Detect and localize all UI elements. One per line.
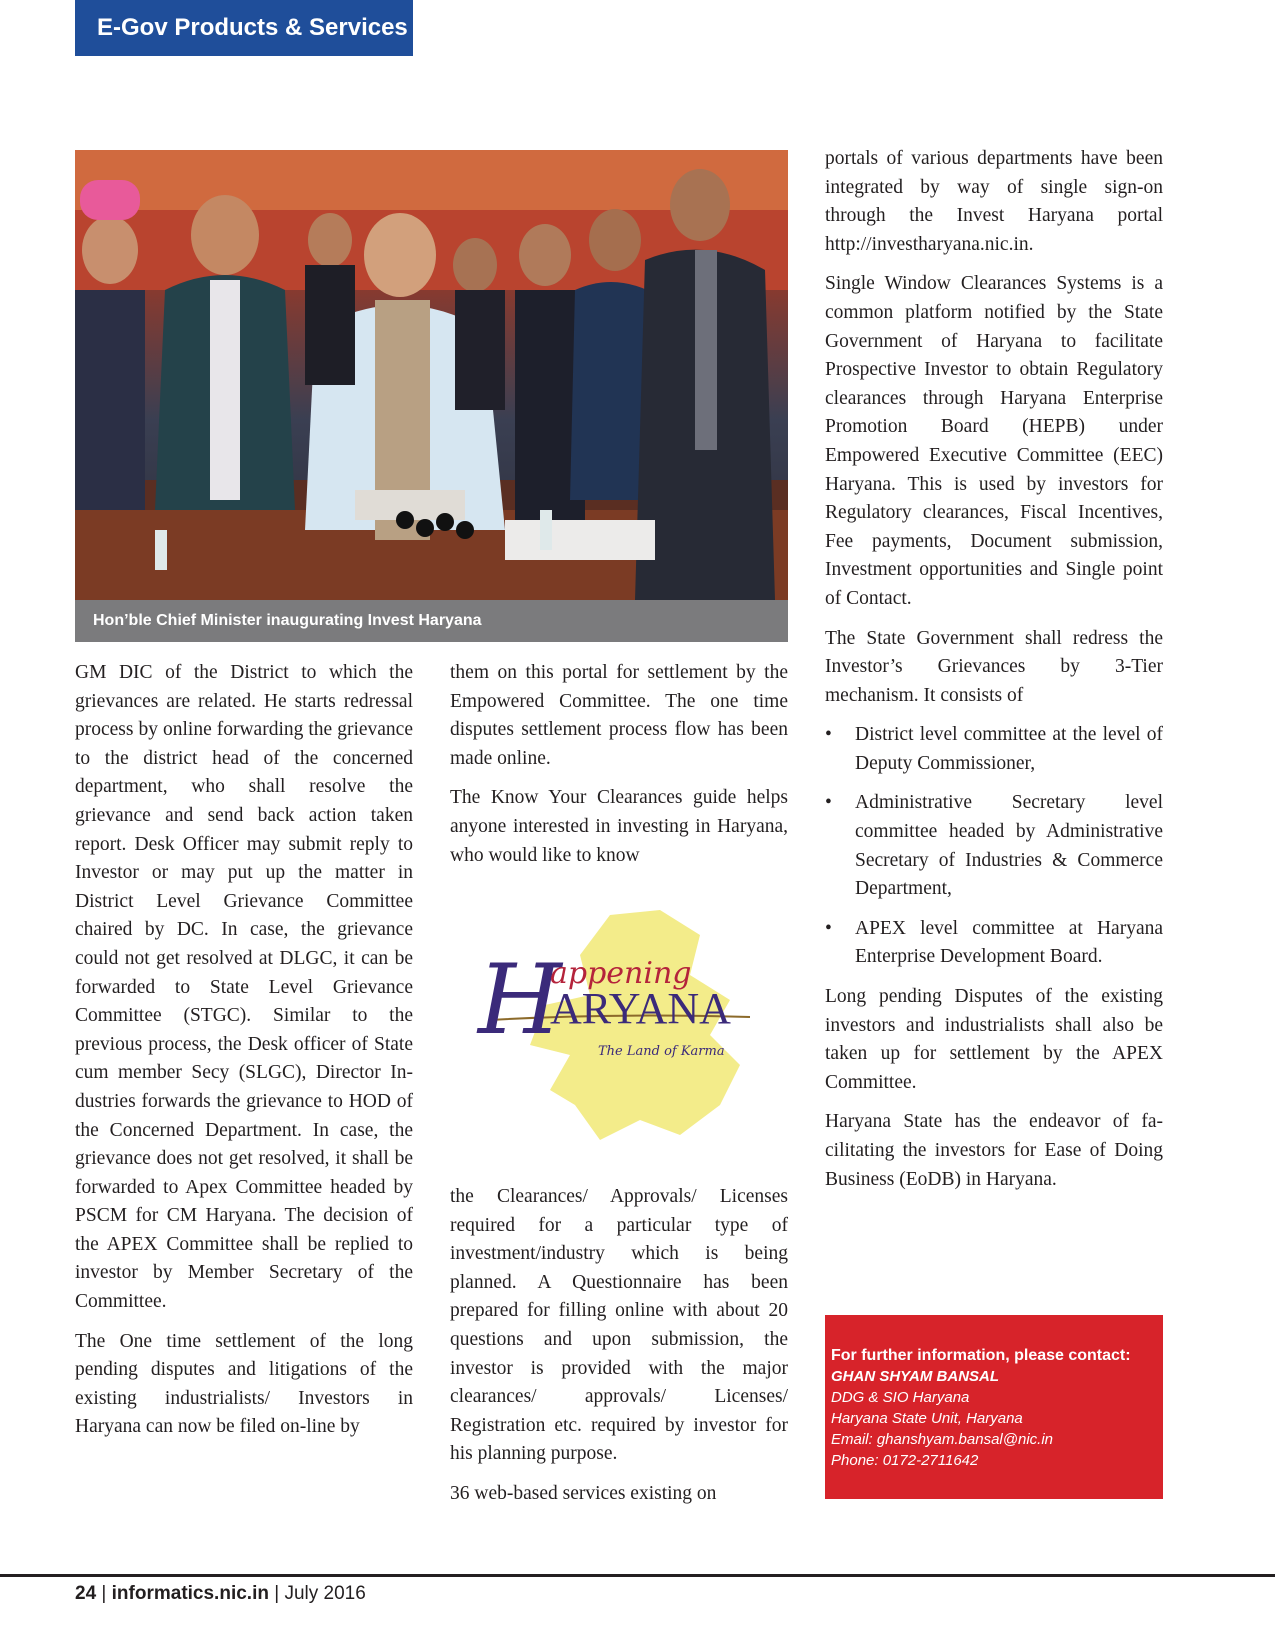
col2-paragraph-4: 36 web-based services existing on xyxy=(450,1482,717,1504)
list-item: • APEX level committee at Haryana Enterprise Development Board. xyxy=(825,915,1163,972)
col3-paragraph-1: portals of various departments have been integrated by way of single sign-on through the Invest Haryana portal http://investharyana.nic.in. xyxy=(825,148,1163,255)
column-1 xyxy=(75,659,413,1453)
footer-date: July 2016 xyxy=(284,1583,366,1604)
col2-paragraph-1: them on this portal for settlement by the Empowered Committee. The one time disputes settlement process flow has been made online. xyxy=(450,662,788,769)
section-header: E-Gov Products & Services xyxy=(75,0,413,56)
col2-paragraph-3: the Clearances/ Approvals/ Licenses required for a particular type of investment/industry which is being planned. A Questionnaire has been prepared for filling online with about 20 questions and upon submission, the investor is provided with the major clearances/ approvals/ Licenses/ Registration etc. required by investor for his planning purpose. xyxy=(450,1186,788,1465)
contact-heading: For further information, please contact: xyxy=(831,1347,1131,1364)
page-number: 24 xyxy=(75,1583,97,1604)
footer-divider xyxy=(0,1574,1275,1577)
col3-paragraph-5: Haryana State has the endeavor of facilitating the investors for Ease of Doing Business (EoDB) in Haryana. xyxy=(825,1111,1163,1190)
logo-main-word: ARYANA xyxy=(550,984,731,1033)
contact-phone: Phone: 0172-2711642 xyxy=(831,1452,979,1469)
column-2-bottom xyxy=(450,1183,788,1520)
haryana-map-logo-image xyxy=(450,905,788,1155)
logo-initial: H xyxy=(478,944,562,1056)
footer-separator: | xyxy=(274,1583,280,1604)
page-footer xyxy=(75,1580,366,1608)
contact-name: GHAN SHYAM BANSAL xyxy=(831,1368,1000,1385)
col1-paragraph-2: The One time settlement of the long pending disputes and litigations of the existing industrialists/ Investors in Haryana can now be filed on-line by xyxy=(75,1330,413,1438)
contact-email: Email: ghanshyam.bansal@nic.in xyxy=(831,1431,1054,1448)
contact-box xyxy=(825,1315,1163,1499)
col1-paragraph-1: GM DIC of the District to which the grievances are related. He starts redressal process by online forwarding the grievance to the district head of the concerned department, who shall resolve the grievance and send back action taken report. Desk Officer may submit reply to Investor or may put up the matter in District Level Grievance Committee chaired by DC. In case, the grievance could not get resolved at DLGC, it can be forwarded to State Level Grievance Committee (STGC). Similar to the previous process, the Desk officer of State cum member Secy (SLGC), Director Industries forwards the grievance to HOD of the Concerned Department. In case, the grievance does not get resolved, it shall be forwarded to Apex Committee headed by PSCM for CM Haryana. The decision of the APEX Committee shall be replied to investor by Member Secretary of the Committee. xyxy=(75,662,413,1313)
bullet-icon: • xyxy=(825,724,832,746)
col2-paragraph-2: The Know Your Clearances guide helps anyone interested in investing in Haryana, who would like to know xyxy=(450,787,788,866)
col3-paragraph-4: Long pending Disputes of the existing investors and industrialists shall also be taken up for settlement by the APEX Committee. xyxy=(825,986,1163,1093)
photo-caption: Hon’ble Chief Minister inaugurating Invest Haryana xyxy=(75,600,788,642)
contact-title: DDG & SIO Haryana xyxy=(831,1389,970,1406)
column-2-top xyxy=(450,659,788,881)
list-item: • Administrative Secretary level committee headed by Administrative Secretary of Industries & Commerce Department, xyxy=(825,789,1163,903)
footer-site: informatics.nic.in xyxy=(111,1583,269,1604)
col3-paragraph-3: The State Government shall redress the Investor’s Grievances by 3-Tier mechanism. It consists of xyxy=(825,627,1163,706)
bullet-icon: • xyxy=(825,792,832,814)
col3-paragraph-2: Single Window Clearances Systems is a common platform notified by the State Government of Haryana to facilitate Prospective Investor to obtain Regulatory clearances through Haryana Enterprise Promotion Board (HEPB) under Empowered Executive Committee (EEC) Haryana. This is used by investors for Regulatory clearances, Fiscal Incentives, Fee payments, Document submission, Investment opportunities and Single point of Contact. xyxy=(825,273,1163,609)
photo-illustration xyxy=(75,150,788,600)
column-3 xyxy=(825,145,1163,1205)
grievance-tier-list xyxy=(825,721,1163,972)
logo-script-word: appening xyxy=(550,956,692,991)
bullet-icon: • xyxy=(825,917,832,939)
logo-tagline: The Land of Karma xyxy=(598,1044,725,1059)
contact-unit: Haryana State Unit, Haryana xyxy=(831,1410,1023,1427)
inauguration-photo xyxy=(75,150,788,600)
footer-separator: | xyxy=(101,1583,107,1604)
happening-haryana-logo xyxy=(450,905,788,1155)
list-item: • District level committee at the level of Deputy Commissioner, xyxy=(825,721,1163,778)
